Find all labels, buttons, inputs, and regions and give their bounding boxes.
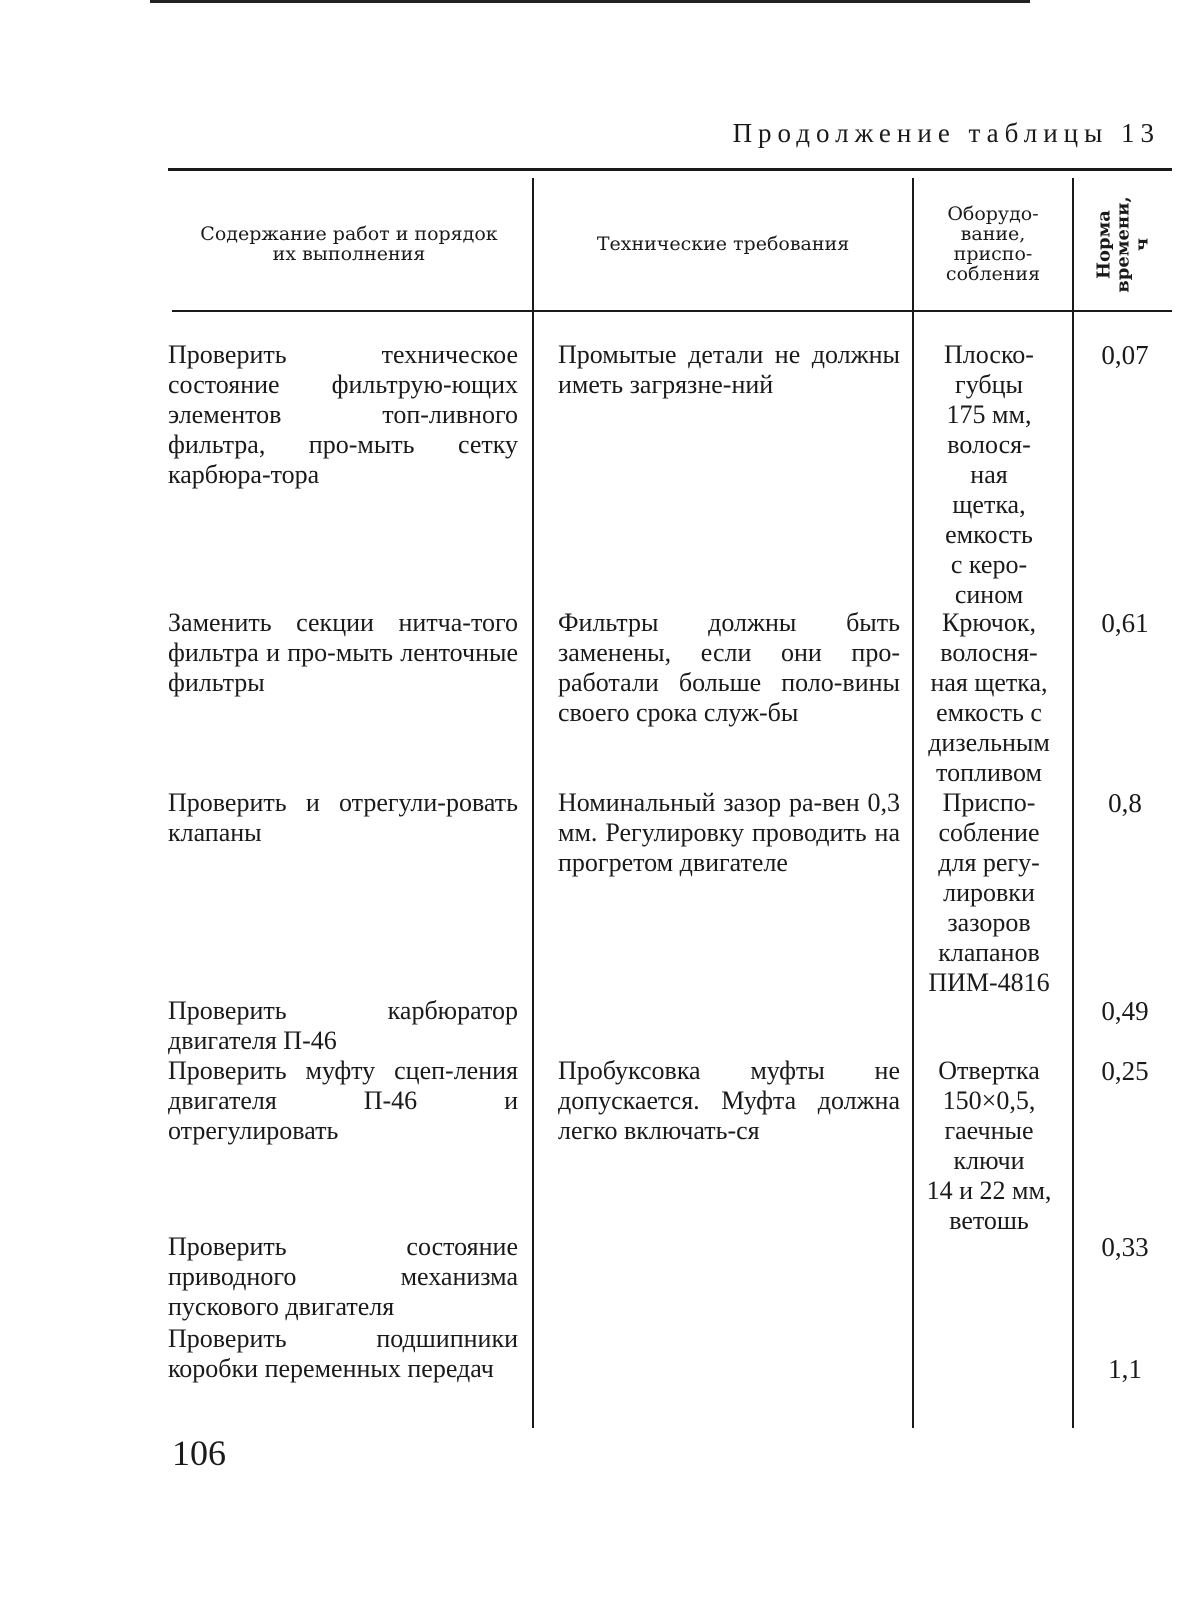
- requirements-cell: Пробуксовка муфты не допускается. Муфта должна легко включать-ся: [558, 1056, 900, 1145]
- header-requirements: Технические требования: [596, 233, 850, 255]
- time-cell: 0,49: [1101, 996, 1149, 1026]
- time-cell: 0,8: [1108, 788, 1142, 818]
- time-cell: 0,07: [1101, 340, 1149, 370]
- work-cell: Проверить и отрегули-ровать клапаны: [168, 788, 518, 847]
- requirements-cell: Фильтры должны быть заменены, если они про-работали больше поло-вины своего срока служ-бы: [558, 608, 900, 727]
- time-cell: 0,33: [1101, 1232, 1149, 1262]
- equipment-cell: Отвертка 150×0,5, гаечные ключи 14 и 22 мм, ветошь: [926, 1056, 1052, 1235]
- work-cell: Заменить секции нитча-того фильтра и про-мыть ленточные фильтры: [168, 608, 518, 697]
- header-bottom-rule: [172, 310, 1172, 312]
- header-time-norm-label: Норма времени, ч: [1093, 195, 1153, 293]
- top-rule: [150, 0, 1030, 3]
- column-divider-1: [532, 178, 534, 1428]
- header-time-norm: [1074, 178, 1172, 310]
- page-number: 106: [172, 1433, 226, 1473]
- work-cell: Проверить состояние приводного механизма пускового двигателя: [168, 1232, 518, 1321]
- time-cell: 0,25: [1101, 1056, 1149, 1086]
- work-cell: Проверить подшипники коробки переменных передач: [168, 1324, 518, 1383]
- table-top-rule: [168, 168, 1172, 171]
- requirements-cell: Номинальный зазор ра-вен 0,3 мм. Регулировку проводить на прогретом двигателе: [558, 788, 900, 877]
- work-cell: Проверить карбюратор двигателя П-46: [168, 996, 518, 1055]
- table-caption: Продолжение таблицы 13: [732, 118, 1160, 148]
- header-equipment: Оборудо- вание, приспо- собления: [945, 203, 1041, 285]
- time-cell: 0,61: [1101, 608, 1149, 638]
- column-divider-3: [1072, 178, 1074, 1428]
- equipment-cell: Крючок, волосня- ная щетка, емкость с дизельным топливом: [928, 608, 1050, 787]
- work-cell: Проверить техническое состояние фильтрую-ющих элементов топ-ливного фильтра, про-мыть сетку карбюра-тора: [168, 340, 518, 489]
- table-13: [168, 168, 1172, 1428]
- work-cell: Проверить муфту сцеп-ления двигателя П-46 и отрегулировать: [168, 1056, 518, 1145]
- time-cell: 1,1: [1108, 1354, 1142, 1384]
- equipment-cell: Приспо- собление для регу- лировки зазоров клапанов ПИМ-4816: [928, 788, 1050, 997]
- requirements-cell: Промытые детали не должны иметь загрязне-ний: [558, 340, 900, 399]
- header-work: Содержание работ и порядок их выполнения: [200, 223, 498, 265]
- equipment-cell: Плоско- губцы 175 мм, волося- ная щетка, емкость с керо- сином: [944, 340, 1034, 609]
